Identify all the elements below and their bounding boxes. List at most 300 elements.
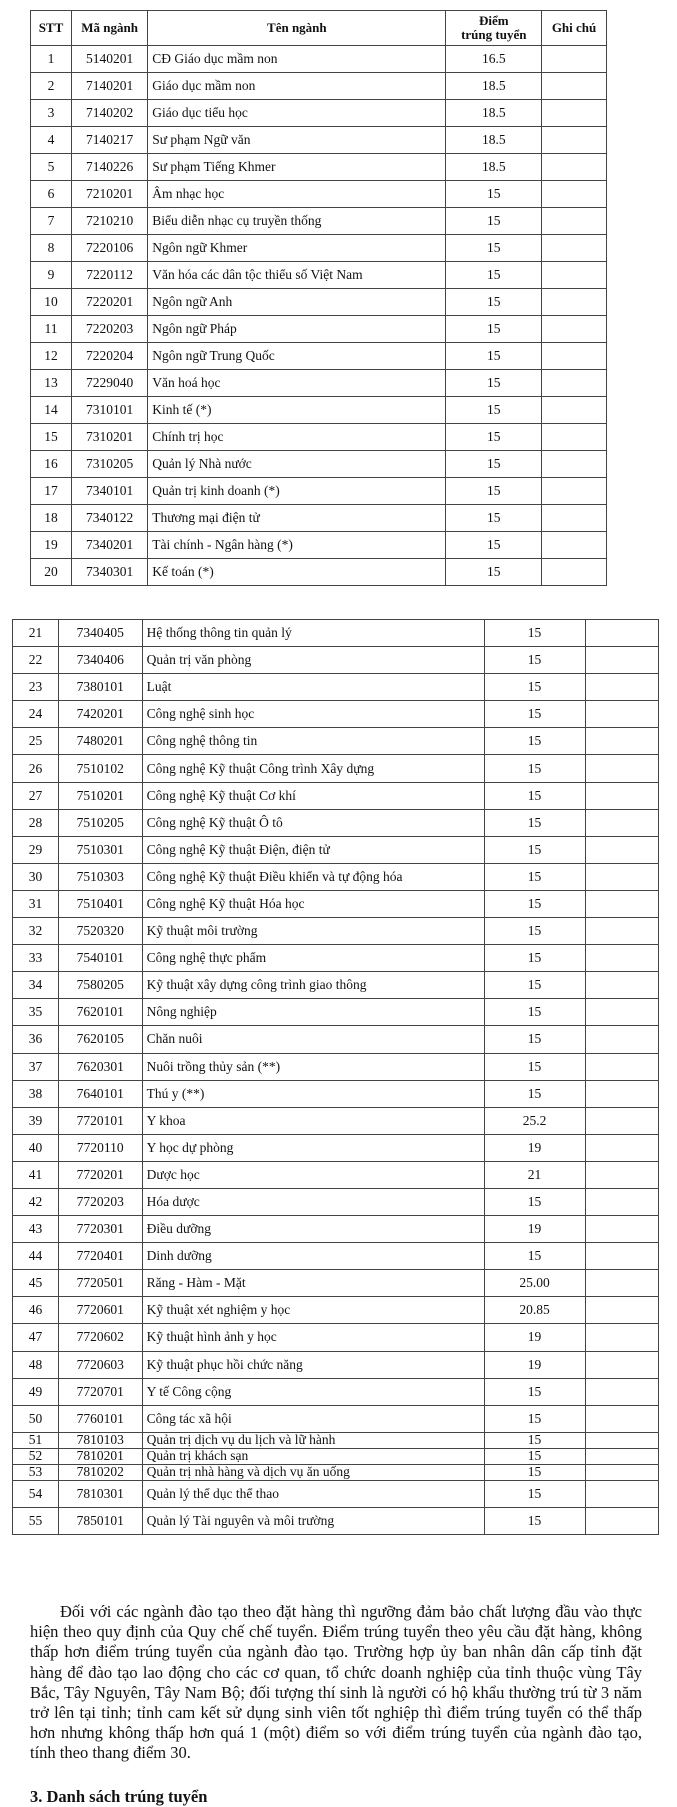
- row-note: [585, 1464, 658, 1480]
- row-score: 15: [446, 262, 542, 289]
- table-row: [13, 1107, 659, 1134]
- table-row: [13, 836, 659, 863]
- row-name: Quản trị khách sạn: [142, 1448, 484, 1464]
- table-row: [31, 181, 607, 208]
- table-row: [31, 478, 607, 505]
- row-code: 7720201: [58, 1161, 142, 1188]
- admission-scores-table-part1: [30, 10, 607, 586]
- row-stt: 15: [31, 424, 72, 451]
- table-row: [31, 289, 607, 316]
- table-row: [31, 208, 607, 235]
- table-row: [13, 701, 659, 728]
- table-row: [13, 1161, 659, 1188]
- table-row: [13, 782, 659, 809]
- row-score: 19: [484, 1351, 585, 1378]
- table-row: [13, 1026, 659, 1053]
- row-score: 18.5: [446, 127, 542, 154]
- row-note: [542, 316, 607, 343]
- row-note: [585, 1243, 658, 1270]
- row-note: [585, 918, 658, 945]
- row-note: [542, 181, 607, 208]
- row-score: 15: [484, 918, 585, 945]
- table-row: [13, 999, 659, 1026]
- table-row: [31, 46, 607, 73]
- row-name: Kế toán (*): [148, 559, 446, 586]
- row-note: [542, 46, 607, 73]
- table-row: [13, 1378, 659, 1405]
- row-note: [585, 945, 658, 972]
- row-code: 7140202: [71, 100, 147, 127]
- row-score: 19: [484, 1134, 585, 1161]
- table-header-row: [31, 11, 607, 46]
- row-code: 5140201: [71, 46, 147, 73]
- row-code: 7340406: [58, 647, 142, 674]
- row-name: Quản trị kinh doanh (*): [148, 478, 446, 505]
- row-note: [542, 127, 607, 154]
- header-score-line1: Điểm: [478, 13, 509, 28]
- table-row: [13, 1464, 659, 1480]
- row-stt: 42: [13, 1188, 59, 1215]
- row-code: 7220106: [71, 235, 147, 262]
- header-score-line2: trúng tuyển: [461, 27, 527, 42]
- row-name: Biểu diễn nhạc cụ truyền thống: [148, 208, 446, 235]
- row-code: 7720501: [58, 1270, 142, 1297]
- row-score: 15: [446, 451, 542, 478]
- table-row: [13, 1188, 659, 1215]
- row-note: [542, 478, 607, 505]
- row-score: 15: [484, 782, 585, 809]
- row-name: Ngôn ngữ Anh: [148, 289, 446, 316]
- row-code: 7220112: [71, 262, 147, 289]
- row-note: [585, 1432, 658, 1448]
- row-name: Công nghệ thực phẩm: [142, 945, 484, 972]
- row-score: 18.5: [446, 100, 542, 127]
- row-note: [585, 1270, 658, 1297]
- row-name: Dược học: [142, 1161, 484, 1188]
- row-score: 15: [484, 647, 585, 674]
- row-name: Điều dưỡng: [142, 1216, 484, 1243]
- row-stt: 20: [31, 559, 72, 586]
- row-name: Công nghệ Kỹ thuật Điều khiển và tự động hóa: [142, 863, 484, 890]
- row-stt: 45: [13, 1270, 59, 1297]
- row-note: [542, 262, 607, 289]
- row-code: 7720603: [58, 1351, 142, 1378]
- row-code: 7720110: [58, 1134, 142, 1161]
- row-stt: 43: [13, 1216, 59, 1243]
- row-score: 15: [446, 397, 542, 424]
- table-row: [31, 127, 607, 154]
- row-name: Nông nghiệp: [142, 999, 484, 1026]
- row-score: 15: [484, 701, 585, 728]
- table-row: [31, 559, 607, 586]
- row-stt: 29: [13, 836, 59, 863]
- table-row: [31, 154, 607, 181]
- row-code: 7810301: [58, 1480, 142, 1507]
- row-stt: 28: [13, 809, 59, 836]
- row-note: [585, 674, 658, 701]
- row-score: 15: [484, 1026, 585, 1053]
- row-note: [585, 1324, 658, 1351]
- row-code: 7310201: [71, 424, 147, 451]
- row-score: 15: [484, 1080, 585, 1107]
- row-note: [542, 154, 607, 181]
- row-note: [585, 890, 658, 917]
- row-code: 7520320: [58, 918, 142, 945]
- row-name: Âm nhạc học: [148, 181, 446, 208]
- row-score: 15: [446, 289, 542, 316]
- row-name: Kỹ thuật hình ảnh y học: [142, 1324, 484, 1351]
- row-stt: 8: [31, 235, 72, 262]
- table-row: [13, 1080, 659, 1107]
- row-name: Răng - Hàm - Mặt: [142, 1270, 484, 1297]
- table-row: [13, 1297, 659, 1324]
- row-stt: 38: [13, 1080, 59, 1107]
- row-code: 7420201: [58, 701, 142, 728]
- row-name: Tài chính - Ngân hàng (*): [148, 532, 446, 559]
- table-row: [13, 647, 659, 674]
- row-score: 15: [484, 1053, 585, 1080]
- row-code: 7720701: [58, 1378, 142, 1405]
- table-row: [31, 73, 607, 100]
- row-code: 7510201: [58, 782, 142, 809]
- table-row: [13, 1351, 659, 1378]
- row-note: [542, 208, 607, 235]
- row-stt: 21: [13, 620, 59, 647]
- row-score: 25.00: [484, 1270, 585, 1297]
- table-row: [13, 1134, 659, 1161]
- row-note: [542, 370, 607, 397]
- row-stt: 55: [13, 1507, 59, 1534]
- row-stt: 40: [13, 1134, 59, 1161]
- row-code: 7850101: [58, 1507, 142, 1534]
- row-code: 7480201: [58, 728, 142, 755]
- row-note: [542, 343, 607, 370]
- row-name: Quản trị nhà hàng và dịch vụ ăn uống: [142, 1464, 484, 1480]
- row-score: 15: [446, 235, 542, 262]
- row-name: Văn hoá học: [148, 370, 446, 397]
- row-code: 7640101: [58, 1080, 142, 1107]
- row-score: 15: [446, 316, 542, 343]
- row-name: Công nghệ sinh học: [142, 701, 484, 728]
- row-name: Ngôn ngữ Pháp: [148, 316, 446, 343]
- row-stt: 5: [31, 154, 72, 181]
- row-stt: 37: [13, 1053, 59, 1080]
- table-row: [13, 945, 659, 972]
- table-row: [13, 1053, 659, 1080]
- row-note: [585, 1134, 658, 1161]
- row-name: Quản trị văn phòng: [142, 647, 484, 674]
- row-score: 15: [484, 972, 585, 999]
- table-row: [31, 397, 607, 424]
- row-name: Văn hóa các dân tộc thiểu số Việt Nam: [148, 262, 446, 289]
- row-code: 7340405: [58, 620, 142, 647]
- table-row: [13, 809, 659, 836]
- row-stt: 9: [31, 262, 72, 289]
- row-score: 15: [446, 505, 542, 532]
- next-section-heading: 3. Danh sách trúng tuyển: [30, 1787, 208, 1806]
- row-score: 16.5: [446, 46, 542, 73]
- row-note: [585, 701, 658, 728]
- row-score: 15: [484, 1464, 585, 1480]
- row-name: Thú y (**): [142, 1080, 484, 1107]
- row-code: 7140217: [71, 127, 147, 154]
- row-note: [585, 1378, 658, 1405]
- row-score: 19: [484, 1216, 585, 1243]
- table-row: [31, 235, 607, 262]
- row-note: [585, 809, 658, 836]
- row-code: 7540101: [58, 945, 142, 972]
- row-score: 18.5: [446, 73, 542, 100]
- row-note: [542, 532, 607, 559]
- row-code: 7510401: [58, 890, 142, 917]
- row-score: 15: [484, 1448, 585, 1464]
- row-note: [585, 1216, 658, 1243]
- table-row: [13, 1507, 659, 1534]
- row-name: Kỹ thuật xây dựng công trình giao thông: [142, 972, 484, 999]
- row-code: 7720601: [58, 1297, 142, 1324]
- row-note: [542, 505, 607, 532]
- row-score: 15: [484, 890, 585, 917]
- row-stt: 24: [13, 701, 59, 728]
- row-stt: 52: [13, 1448, 59, 1464]
- row-score: 15: [484, 809, 585, 836]
- row-score: 15: [484, 1243, 585, 1270]
- row-score: 15: [484, 755, 585, 782]
- row-stt: 48: [13, 1351, 59, 1378]
- row-stt: 4: [31, 127, 72, 154]
- row-note: [585, 782, 658, 809]
- row-note: [585, 863, 658, 890]
- row-stt: 22: [13, 647, 59, 674]
- row-stt: 17: [31, 478, 72, 505]
- row-note: [542, 235, 607, 262]
- row-note: [542, 100, 607, 127]
- row-note: [585, 1405, 658, 1432]
- row-stt: 47: [13, 1324, 59, 1351]
- table-row: [13, 918, 659, 945]
- row-code: 7380101: [58, 674, 142, 701]
- row-code: 7340122: [71, 505, 147, 532]
- row-score: 15: [484, 1480, 585, 1507]
- row-stt: 23: [13, 674, 59, 701]
- row-code: 7810103: [58, 1432, 142, 1448]
- admission-scores-table-part2: [12, 619, 659, 1535]
- table-row: [31, 451, 607, 478]
- row-note: [542, 424, 607, 451]
- table-row: [13, 1448, 659, 1464]
- row-code: 7760101: [58, 1405, 142, 1432]
- row-code: 7720101: [58, 1107, 142, 1134]
- row-code: 7310101: [71, 397, 147, 424]
- row-stt: 16: [31, 451, 72, 478]
- row-note: [585, 1448, 658, 1464]
- row-score: 15: [446, 181, 542, 208]
- row-score: 20.85: [484, 1297, 585, 1324]
- row-score: 15: [446, 478, 542, 505]
- row-name: Kinh tế (*): [148, 397, 446, 424]
- row-stt: 50: [13, 1405, 59, 1432]
- row-stt: 26: [13, 755, 59, 782]
- row-stt: 11: [31, 316, 72, 343]
- row-stt: 1: [31, 46, 72, 73]
- row-name: Công nghệ Kỹ thuật Cơ khí: [142, 782, 484, 809]
- table-row: [13, 1432, 659, 1448]
- row-name: Quản lý thể dục thể thao: [142, 1480, 484, 1507]
- row-code: 7720301: [58, 1216, 142, 1243]
- row-name: Quản trị dịch vụ du lịch và lữ hành: [142, 1432, 484, 1448]
- table-row: [13, 1216, 659, 1243]
- note-paragraph-text: Đối với các ngành đào tạo theo đặt hàng thì ngưỡng đảm bảo chất lượng đầu vào thực hiện theo quy định của Quy chế chế tuyển. Điểm trúng tuyển theo yêu cầu đặt hàng, không thấp hơn điểm trúng tuyển của ngành đào tạo. Trường hợp ủy ban nhân dân cấp tỉnh đặt hàng để đào tạo lao động cho các cơ quan, tổ chức doanh nghiệp của tỉnh thuộc vùng Tây Bắc, Tây Nguyên, Tây Nam Bộ; đối tượng thí sinh là người có hộ khẩu thường trú từ 3 năm trở lên tại tỉnh; tỉnh cam kết sử dụng sinh viên tốt nghiệp thì điểm trúng tuyển có thể thấp hơn nhưng không thấp hơn quá 1 (một) điểm so với điểm trúng tuyển của ngành đào tạo, tính theo thang điểm 30.: [30, 1602, 642, 1763]
- row-name: Hóa dược: [142, 1188, 484, 1215]
- row-code: 7620301: [58, 1053, 142, 1080]
- row-name: Giáo dục mầm non: [148, 73, 446, 100]
- header-score: [446, 11, 542, 46]
- row-note: [585, 755, 658, 782]
- row-score: 15: [484, 999, 585, 1026]
- note-paragraph: [30, 1602, 642, 1764]
- row-note: [542, 73, 607, 100]
- row-stt: 18: [31, 505, 72, 532]
- row-name: Y tế Công cộng: [142, 1378, 484, 1405]
- table-row: [13, 728, 659, 755]
- row-code: 7510303: [58, 863, 142, 890]
- row-name: Chính trị học: [148, 424, 446, 451]
- row-name: Y khoa: [142, 1107, 484, 1134]
- row-name: Ngôn ngữ Khmer: [148, 235, 446, 262]
- row-stt: 25: [13, 728, 59, 755]
- row-stt: 10: [31, 289, 72, 316]
- row-stt: 51: [13, 1432, 59, 1448]
- row-stt: 2: [31, 73, 72, 100]
- row-stt: 13: [31, 370, 72, 397]
- table-row: [31, 316, 607, 343]
- row-code: 7220204: [71, 343, 147, 370]
- row-score: 15: [484, 674, 585, 701]
- row-name: Luật: [142, 674, 484, 701]
- row-note: [585, 1188, 658, 1215]
- row-score: 15: [446, 370, 542, 397]
- table-row: [13, 890, 659, 917]
- table-row: [13, 1324, 659, 1351]
- row-note: [585, 1080, 658, 1107]
- row-stt: 14: [31, 397, 72, 424]
- row-stt: 36: [13, 1026, 59, 1053]
- table-row: [13, 674, 659, 701]
- row-code: 7720401: [58, 1243, 142, 1270]
- row-note: [585, 836, 658, 863]
- table-row: [13, 972, 659, 999]
- row-code: 7720602: [58, 1324, 142, 1351]
- row-code: 7340101: [71, 478, 147, 505]
- row-name: Chăn nuôi: [142, 1026, 484, 1053]
- table-row: [13, 1243, 659, 1270]
- row-stt: 7: [31, 208, 72, 235]
- row-code: 7220203: [71, 316, 147, 343]
- row-code: 7620105: [58, 1026, 142, 1053]
- row-name: Quản lý Nhà nước: [148, 451, 446, 478]
- row-note: [585, 728, 658, 755]
- row-score: 15: [484, 728, 585, 755]
- row-note: [585, 1053, 658, 1080]
- row-name: CĐ Giáo dục mầm non: [148, 46, 446, 73]
- row-note: [542, 559, 607, 586]
- row-note: [542, 451, 607, 478]
- row-name: Y học dự phòng: [142, 1134, 484, 1161]
- row-stt: 41: [13, 1161, 59, 1188]
- row-code: 7340301: [71, 559, 147, 586]
- table-row: [31, 505, 607, 532]
- row-note: [585, 999, 658, 1026]
- row-name: Kỹ thuật xét nghiệm y học: [142, 1297, 484, 1324]
- header-stt: STT: [31, 11, 72, 46]
- row-stt: 32: [13, 918, 59, 945]
- row-note: [585, 647, 658, 674]
- row-score: 15: [484, 1188, 585, 1215]
- row-name: Công nghệ Kỹ thuật Điện, điện tử: [142, 836, 484, 863]
- row-code: 7620101: [58, 999, 142, 1026]
- row-code: 7810201: [58, 1448, 142, 1464]
- table-row: [13, 755, 659, 782]
- row-score: 15: [484, 1507, 585, 1534]
- row-code: 7510205: [58, 809, 142, 836]
- row-note: [585, 1161, 658, 1188]
- table-row: [31, 262, 607, 289]
- table-row: [31, 343, 607, 370]
- row-name: Công tác xã hội: [142, 1405, 484, 1432]
- row-stt: 33: [13, 945, 59, 972]
- row-stt: 31: [13, 890, 59, 917]
- row-name: Công nghệ Kỹ thuật Hóa học: [142, 890, 484, 917]
- row-note: [585, 1480, 658, 1507]
- table-row: [31, 532, 607, 559]
- row-code: 7210201: [71, 181, 147, 208]
- row-score: 15: [446, 532, 542, 559]
- row-note: [585, 1351, 658, 1378]
- row-stt: 12: [31, 343, 72, 370]
- row-code: 7140201: [71, 73, 147, 100]
- row-code: 7340201: [71, 532, 147, 559]
- row-stt: 35: [13, 999, 59, 1026]
- row-note: [585, 1026, 658, 1053]
- row-code: 7810202: [58, 1464, 142, 1480]
- row-stt: 53: [13, 1464, 59, 1480]
- row-code: 7510301: [58, 836, 142, 863]
- row-score: 15: [484, 1432, 585, 1448]
- row-note: [585, 620, 658, 647]
- row-code: 7310205: [71, 451, 147, 478]
- table-row: [13, 1480, 659, 1507]
- table-row: [31, 100, 607, 127]
- header-code: Mã ngành: [71, 11, 147, 46]
- row-stt: 49: [13, 1378, 59, 1405]
- row-stt: 54: [13, 1480, 59, 1507]
- row-note: [585, 1507, 658, 1534]
- row-note: [585, 1297, 658, 1324]
- row-score: 21: [484, 1161, 585, 1188]
- row-code: 7580205: [58, 972, 142, 999]
- row-score: 15: [446, 208, 542, 235]
- row-code: 7140226: [71, 154, 147, 181]
- row-score: 15: [446, 559, 542, 586]
- row-score: 15: [484, 836, 585, 863]
- row-score: 15: [484, 620, 585, 647]
- table-row: [31, 370, 607, 397]
- row-code: 7210210: [71, 208, 147, 235]
- row-name: Dinh dưỡng: [142, 1243, 484, 1270]
- row-name: Ngôn ngữ Trung Quốc: [148, 343, 446, 370]
- row-note: [542, 289, 607, 316]
- row-code: 7229040: [71, 370, 147, 397]
